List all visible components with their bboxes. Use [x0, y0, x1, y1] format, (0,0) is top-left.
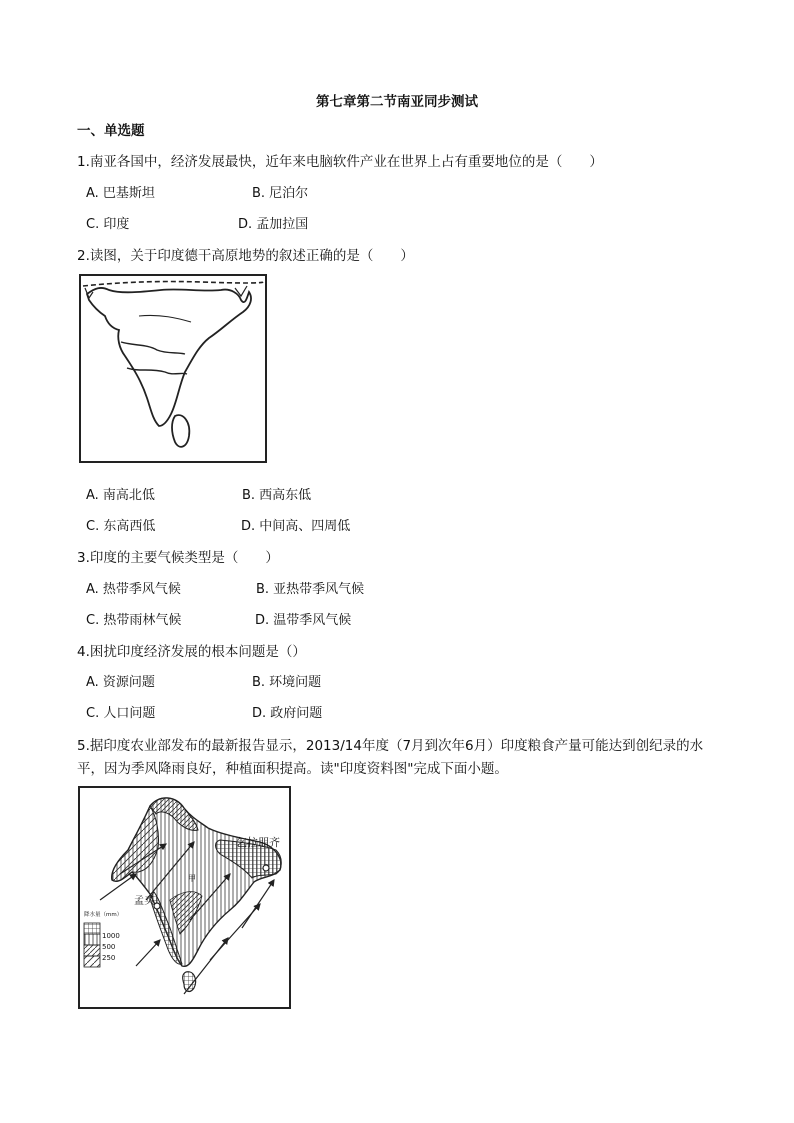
- question-3-stem: 3.印度的主要气候类型是（ ）: [77, 550, 279, 566]
- question-2-option-d: D. 中间高、四周低: [241, 519, 351, 534]
- question-1-option-b: B. 尼泊尔: [252, 186, 309, 201]
- question-5-stem-line-2: 平，因为季风降雨良好，种植面积提高。读"印度资料图"完成下面小题。: [77, 761, 508, 777]
- city-marker-east: [263, 865, 269, 871]
- question-1-option-a: A. 巴基斯坦: [86, 186, 155, 201]
- label-region: 甲: [188, 874, 196, 883]
- question-1-stem: 1.南亚各国中，经济发展最快，近年来电脑软件产业在世界上占有重要地位的是（ ）: [77, 154, 603, 170]
- question-3-option-c: C. 热带雨林气候: [86, 613, 182, 628]
- question-2-stem: 2.读图，关于印度德干高原地势的叙述正确的是（ ）: [77, 248, 414, 264]
- india-outline-map: [79, 274, 267, 463]
- question-4-option-d: D. 政府问题: [252, 706, 323, 721]
- page-title: 第七章第二节南亚同步测试: [316, 94, 478, 110]
- landmass-vertical-hatch: [112, 798, 281, 966]
- question-2-option-a: A. 南高北低: [86, 488, 155, 503]
- india-outline-svg: [81, 276, 265, 461]
- monsoon-arrow: [136, 940, 160, 966]
- india-rainfall-map: [78, 786, 291, 1009]
- legend-title: 降水量（mm）: [84, 912, 123, 918]
- city-marker-west: [154, 903, 160, 909]
- question-4-option-a: A. 资源问题: [86, 675, 155, 690]
- legend-swatch-vertical: [84, 934, 100, 945]
- question-3-option-a: A. 热带季风气候: [86, 582, 181, 597]
- legend-swatch-sparse: [84, 956, 100, 967]
- question-2-option-c: C. 东高西低: [86, 519, 156, 534]
- legend-swatch-diagonal: [84, 945, 100, 956]
- label-city-east: 乞拉朋齐: [236, 836, 280, 849]
- legend-1000: 1000: [102, 932, 120, 940]
- rainfall-legend: [84, 910, 122, 967]
- question-5-stem-line-1: 5.据印度农业部发布的最新报告显示，2013/14年度（7月到次年6月）印度粮食产量可能达到创纪录的水: [77, 738, 704, 754]
- label-city-west: 孟买: [134, 896, 154, 907]
- river-line: [121, 342, 185, 354]
- legend-swatch-grid: [84, 923, 100, 934]
- dashed-border-line: [83, 282, 263, 287]
- section-heading: 一、单选题: [77, 123, 145, 139]
- legend-250: 250: [102, 954, 116, 962]
- question-1-option-d: D. 孟加拉国: [238, 217, 309, 232]
- question-2-option-b: B. 西高东低: [242, 488, 312, 503]
- peninsula-outline: [87, 288, 251, 426]
- question-4-option-c: C. 人口问题: [86, 706, 156, 721]
- sri-lanka-outline: [172, 415, 189, 447]
- question-4-option-b: B. 环境问题: [252, 675, 322, 690]
- india-rainfall-svg: [80, 788, 289, 1007]
- legend-500: 500: [102, 943, 116, 951]
- river-line: [139, 315, 191, 322]
- question-3-option-d: D. 温带季风气候: [255, 613, 352, 628]
- question-3-option-b: B. 亚热带季风气候: [256, 582, 365, 597]
- question-4-stem: 4.困扰印度经济发展的根本问题是（）: [77, 644, 306, 660]
- question-1-option-c: C. 印度: [86, 217, 130, 232]
